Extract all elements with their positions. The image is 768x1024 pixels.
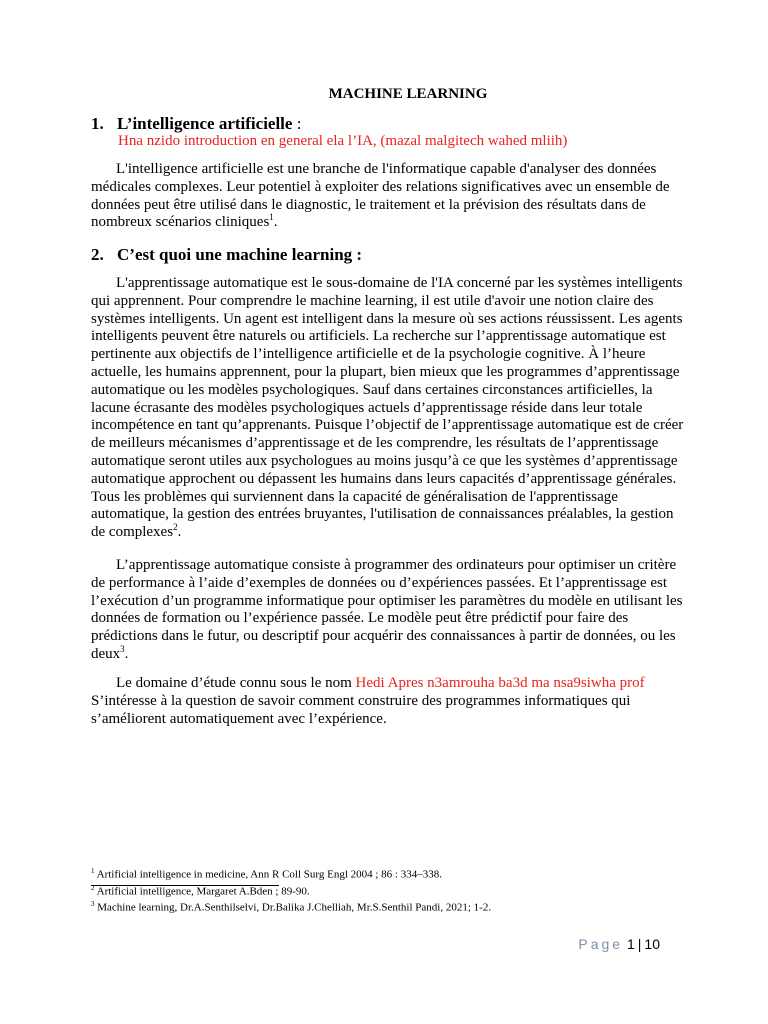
page-label: Page xyxy=(578,936,624,952)
section-2-paragraph-3 xyxy=(91,675,685,728)
section-1-paragraph xyxy=(91,161,685,232)
document-title: MACHINE LEARNING xyxy=(328,86,488,102)
footnote-1-number: 1 xyxy=(91,867,95,875)
footnote-ref-1[interactable]: 1 xyxy=(269,212,274,223)
current-page-number: 1 xyxy=(626,936,635,952)
footnote-2-number: 2 xyxy=(91,883,95,892)
section-1-note: Hna nzido introduction en general ela l’IA, (mazal malgitech wahed mliih) xyxy=(118,133,568,149)
footnote-1-text: Artificial intelligence in medicine, Ann R Coll Surg Engl 2004 ; 86 : 334–338. xyxy=(94,868,442,881)
section-1-end: . xyxy=(273,214,278,231)
page-number-footer xyxy=(578,936,660,952)
section-2-text-3-start: Le domaine d’étude connu sous le nom xyxy=(116,675,356,691)
section-2-paragraph-2 xyxy=(91,557,685,664)
section-2-end-2: . xyxy=(124,645,129,662)
section-1-heading xyxy=(91,114,301,134)
section-1-text: L'intelligence artificielle est une branche de l'informatique capable d'analyser des données médicales complexes. Leur potentiel à exploiter des relations significatives avec un ensemble de données peut être utilisé dans le diagnostic, le traitement et la prévision des résultats dans de nombreux scénarios cliniques xyxy=(91,161,670,231)
section-2-inline-note: Hedi Apres n3amrouha ba3d ma nsa9siwha prof xyxy=(355,675,645,691)
footnote-3-number: 3 xyxy=(91,900,95,909)
footnote-3-text: Machine learning, Dr.A.Senthilselvi, Dr.Balika J.Chelliah, Mr.S.Senthil Pandi, 2021; 1-2. xyxy=(94,901,492,914)
total-pages: 10 xyxy=(644,936,660,952)
footnote-2-text: Artificial intelligence, Margaret A.Bden ; 89-90. xyxy=(94,885,310,898)
section-2-end-1: . xyxy=(177,524,182,541)
section-2-number: 2. xyxy=(91,245,104,264)
footnote-2 xyxy=(91,882,491,899)
section-2-text-1: L'apprentissage automatique est le sous-domaine de l'IA concerné par les systèmes intelligents qui apprennent. Pour comprendre le machine learning, il est utile d'avoir une notion claire des systèmes intelligents. Un agent est intelligent dans la mesure où ses actions réussissent. Les agents intelligents peuvent être naturels ou artificiels. La recherche sur l’apprentissage automatique est pertinente aux objectifs de l’intelligence artificielle et de la psychologie cognitive. À l’heure actuelle, les humains apprennent, pour la plupart, bien mieux que les programmes d’apprentissage automatique ou les modèles psychologiques. Sauf dans certaines circonstances artificielles, la lacune écrasante des modèles psychologiques actuels d’apprentissage réside dans leur totale incompétence en tant qu’apprenants. Puisque l’objectif de l’apprentissage automatique est de créer de meilleurs mécanismes d’apprentissage et de les comprendre, les résultats de l’apprentissage automatique seront utiles aux psychologues au moins jusqu’à ce que les systèmes d’apprentissage automatique approchent ou dépassent les humains dans leurs capacités d’apprentissage générales. Tous les problèmes qui surviennent dans la capacité de généralisation de l'apprentissage automatique, la gestion des entrées bruyantes, l'utilisation de connaissances préalables, la gestion de complexes xyxy=(91,275,684,541)
footnote-ref-3[interactable]: 3 xyxy=(120,643,125,654)
section-1-number: 1. xyxy=(91,114,104,133)
section-2-heading xyxy=(91,245,362,265)
footnotes xyxy=(91,865,491,915)
section-2-paragraph-1 xyxy=(91,275,685,542)
footnote-1 xyxy=(91,865,491,882)
section-1-colon: : xyxy=(292,114,302,133)
section-1-title: L’intelligence artificielle xyxy=(117,114,293,133)
footnote-3 xyxy=(91,898,491,915)
footnote-ref-2[interactable]: 2 xyxy=(173,522,178,533)
page-separator: | xyxy=(637,936,642,952)
section-2-text-3-end: S’intéresse à la question de savoir comment construire des programmes informatiques qui s’améliorent automatiquement avec l’expérience. xyxy=(91,692,631,727)
section-2-title: C’est quoi une machine learning : xyxy=(117,245,363,264)
section-2-text-2: L’apprentissage automatique consiste à programmer des ordinateurs pour optimiser un critère de performance à l’aide d’exemples de données ou d’expériences passées. Et l’apprentissage est l’exécution d’un programme informatique pour optimiser les paramètres du modèle en utilisant les données de formation ou l’expérience passée. Le modèle peut être prédictif pour faire des prédictions dans le futur, ou descriptif pour acquérir des connaissances à partir de données, ou les deux xyxy=(91,557,683,662)
